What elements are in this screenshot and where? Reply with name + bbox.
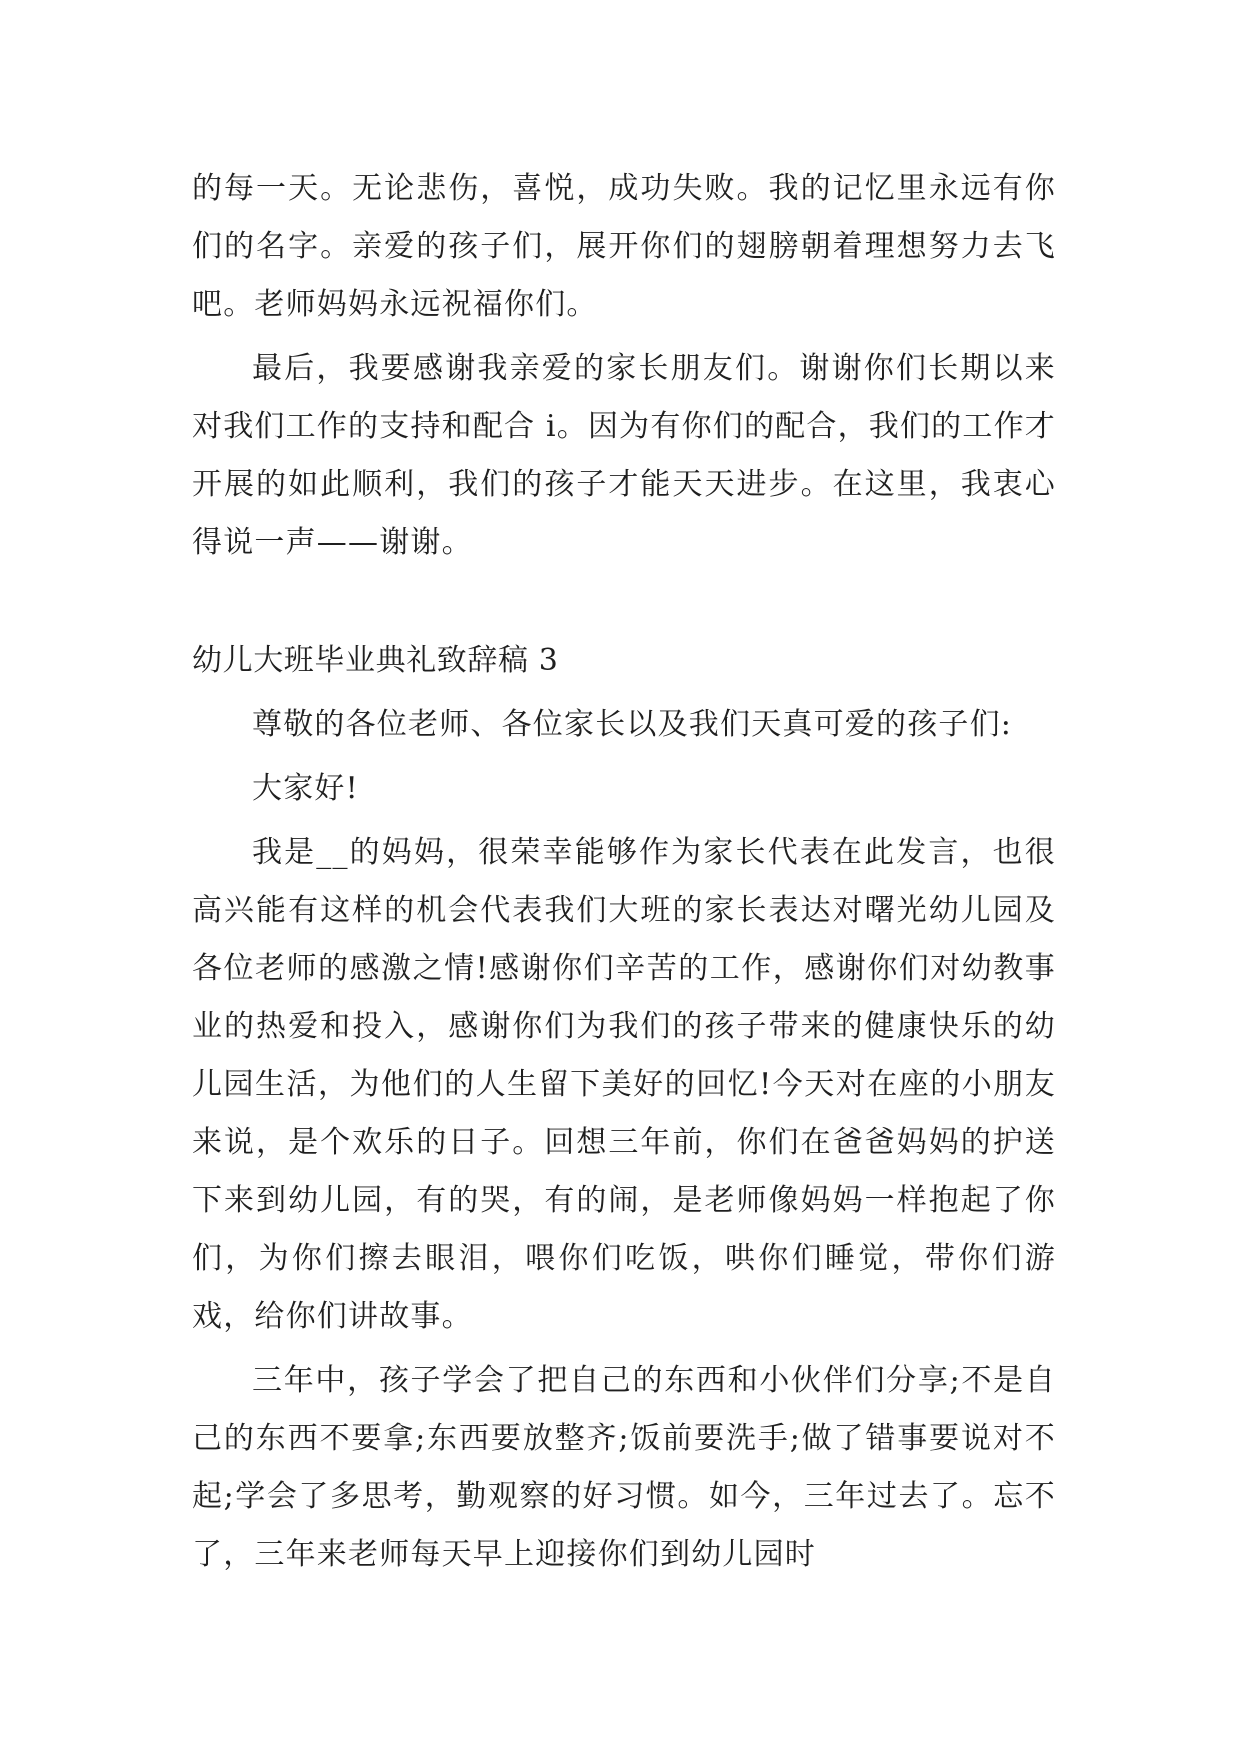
- body-paragraph: 我是__的妈妈，很荣幸能够作为家长代表在此发言，也很高兴能有这样的机会代表我们大班的家长表达对曙光幼儿园及各位老师的感激之情!感谢你们辛苦的工作，感谢你们对幼教事业的热爱和投入，感谢你们为我们的孩子带来的健康快乐的幼儿园生活，为他们的人生留下美好的回忆!今天对在座的小朋友来说，是个欢乐的日子。回想三年前，你们在爸爸妈妈的护送下来到幼儿园，有的哭，有的闹，是老师像妈妈一样抱起了你们，为你们擦去眼泪，喂你们吃饭，哄你们睡觉，带你们游戏，给你们讲故事。: [192, 835, 1056, 1334]
- document-body: [192, 160, 1056, 1584]
- salutation-line: 尊敬的各位老师、各位家长以及我们天真可爱的孩子们:: [252, 707, 1013, 742]
- body-paragraph: 的每一天。无论悲伤，喜悦，成功失败。我的记忆里永远有你们的名字。亲爱的孩子们，展开你们的翅膀朝着理想努力去飞吧。老师妈妈永远祝福你们。: [192, 171, 1056, 322]
- paragraph-block: [192, 160, 1056, 334]
- body-paragraph: 三年中，孩子学会了把自己的东西和小伙伴们分享;不是自己的东西不要拿;东西要放整齐;饭前要洗手;做了错事要说对不起;学会了多思考，勤观察的好习惯。如今，三年过去了。忘不了，三年来老师每天早上迎接你们到幼儿园时: [192, 1363, 1056, 1572]
- paragraph-block: [192, 1352, 1056, 1584]
- greeting-block: [192, 760, 1056, 818]
- paragraph-block: [192, 824, 1056, 1346]
- greeting-line: 大家好!: [252, 771, 359, 806]
- paragraph-block: [192, 340, 1056, 572]
- body-paragraph: 最后，我要感谢我亲爱的家长朋友们。谢谢你们长期以来对我们工作的支持和配合 i。因为有你们的配合，我们的工作才开展的如此顺利，我们的孩子才能天天进步。在这里，我衷心得说一声——谢谢。: [192, 351, 1056, 560]
- section-title: 幼儿大班毕业典礼致辞稿 3: [192, 643, 559, 678]
- salutation-block: [192, 696, 1056, 754]
